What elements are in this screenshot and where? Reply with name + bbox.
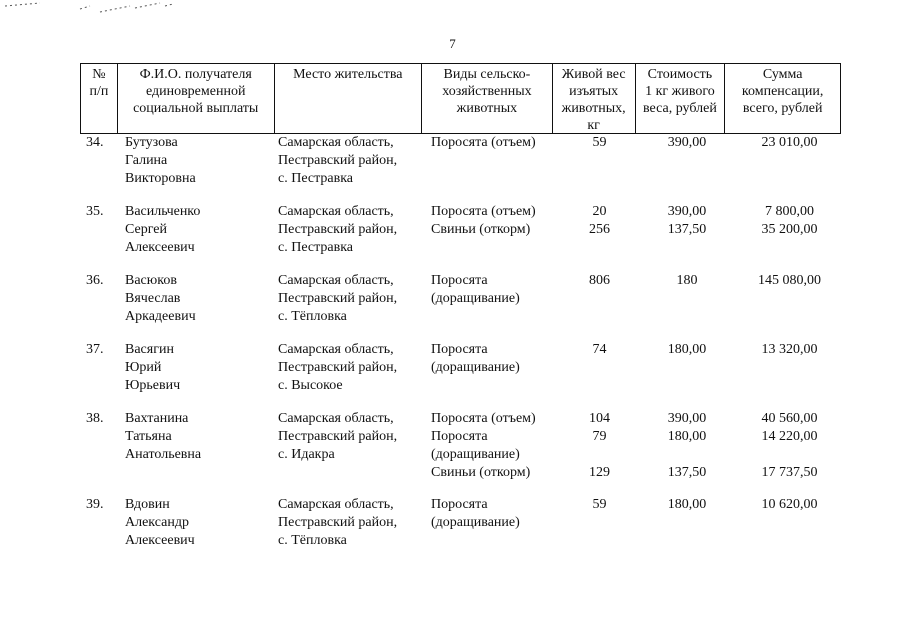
live-weight [558,203,641,239]
recipient-name-line: Бутузова [125,135,178,150]
price-value: 180 [676,273,698,288]
animal-type [431,496,520,532]
residence-line: Самарская область, [278,411,394,426]
row-number-text: 38. [86,411,104,426]
animal-type-line: Поросята [431,429,488,444]
residence-line: с. Пестравка [278,240,354,255]
animal-type-line: Поросята [431,342,488,357]
compensation-sum [732,134,847,152]
spacer [642,290,732,308]
price-value: 137,50 [667,465,707,480]
recipient-name-line: Вячеслав [125,291,181,306]
animal-type [431,134,536,152]
live-weight-value: 74 [592,342,607,357]
animal-type-line: Свиньи (откорм) [431,465,531,480]
row-number [86,341,104,359]
spacer [732,446,847,464]
price-per-kg [642,272,732,308]
residence-line: с. Тёпловка [278,309,347,324]
row-number [86,272,104,290]
price-value: 137,50 [667,222,707,237]
spacer [732,290,847,308]
live-weight [558,341,641,377]
live-weight-value: 806 [589,273,610,288]
price-value: 180,00 [667,497,707,512]
residence [278,496,397,550]
header-price-per-kg: Стоимость 1 кг живого веса, рублей [636,64,726,133]
sum-value: 13 320,00 [761,342,818,357]
scan-noise-mark [0,0,230,18]
residence-line: Пестравский район, [278,291,398,306]
recipient-name [125,134,196,188]
live-weight-value: 20 [592,204,607,219]
recipient-name-line: Татьяна [125,429,172,444]
animal-type [431,272,520,308]
compensation-sum [732,496,847,532]
spacer [642,446,732,464]
residence-line: Самарская область, [278,342,394,357]
recipient-name-line: Алексеевич [125,240,195,255]
animal-type-line: (доращивание) [431,291,520,306]
row-number-text: 35. [86,204,104,219]
price-value: 180,00 [667,429,707,444]
row-number [86,134,104,152]
residence-line: Самарская область, [278,273,394,288]
residence [278,203,397,257]
residence-line: с. Пестравка [278,171,354,186]
row-number-text: 34. [86,135,104,150]
recipient-name [125,410,201,464]
compensation-sum [732,203,847,239]
residence [278,134,397,188]
sum-value: 17 737,50 [761,465,818,480]
animal-type-line: Поросята (отъем) [431,411,536,426]
residence-line: Пестравский район, [278,429,398,444]
recipient-name-line: Юрьевич [125,378,181,393]
residence-line: Самарская область, [278,497,394,512]
residence-line: с. Высокое [278,378,343,393]
price-per-kg [642,203,732,239]
compensation-sum [732,272,847,308]
residence-line: с. Тёпловка [278,533,347,548]
row-number-text: 39. [86,497,104,512]
recipient-name [125,272,196,326]
residence-line: Самарская область, [278,204,394,219]
spacer [732,514,847,532]
spacer [642,359,732,377]
residence-line: Пестравский район, [278,515,398,530]
price-value: 390,00 [667,135,707,150]
recipient-name-line: Алексеевич [125,533,195,548]
spacer [558,290,641,308]
animal-type-line: Поросята [431,497,488,512]
residence-line: Пестравский район, [278,153,398,168]
row-number [86,410,104,428]
animal-type-line: (доращивание) [431,360,520,375]
recipient-name-line: Сергей [125,222,167,237]
header-compensation-total: Сумма компенсации, всего, рублей [741,67,824,116]
recipient-name [125,341,180,395]
price-value: 390,00 [667,411,707,426]
animal-type [431,341,520,377]
sum-value: 14 220,00 [761,429,818,444]
recipient-name-line: Васягин [125,342,174,357]
sum-value: 145 080,00 [758,273,821,288]
row-number-text: 36. [86,273,104,288]
price-per-kg [642,341,732,377]
live-weight-value: 79 [592,429,607,444]
animal-type-line: (доращивание) [431,447,520,462]
recipient-name-line: Вдовин [125,497,170,512]
live-weight-value: 59 [592,497,607,512]
recipient-name-line: Юрий [125,360,162,375]
spacer [558,446,641,464]
residence-line: Пестравский район, [278,222,398,237]
price-per-kg [642,496,732,532]
sum-value: 23 010,00 [761,135,818,150]
table-header [80,63,841,134]
header-animal-type: Виды сельско- хозяйственных животных [422,64,553,133]
animal-type [431,203,536,239]
sum-value: 40 560,00 [761,411,818,426]
animal-type-line: Поросята (отъем) [431,204,536,219]
recipient-name-line: Аркадеевич [125,309,196,324]
sum-value: 7 800,00 [765,204,814,219]
row-number [86,203,104,221]
residence-line: с. Идакра [278,447,335,462]
animal-type-line: Поросята [431,273,488,288]
live-weight [558,496,641,532]
header-live-weight: Живой вес изъятых животных, кг [553,64,636,133]
compensation-sum [732,410,847,482]
sum-value: 10 620,00 [761,497,818,512]
spacer [642,514,732,532]
animal-type-line: Поросята (отъем) [431,135,536,150]
header-number: № п/п [81,64,118,133]
residence-line: Пестравский район, [278,360,398,375]
price-per-kg [642,134,732,152]
recipient-name-line: Викторовна [125,171,196,186]
live-weight [558,410,641,482]
live-weight [558,134,641,152]
page-number: 7 [449,36,456,51]
live-weight-value: 59 [592,135,607,150]
sum-value: 35 200,00 [761,222,818,237]
residence-line: Самарская область, [278,135,394,150]
live-weight-value: 129 [589,465,610,480]
compensation-sum [732,341,847,377]
price-per-kg [642,410,732,482]
residence [278,410,397,464]
live-weight-value: 104 [589,411,610,426]
recipient-name-line: Вахтанина [125,411,189,426]
recipient-name [125,203,200,257]
row-number-text: 37. [86,342,104,357]
spacer [732,359,847,377]
animal-type [431,410,536,482]
live-weight-value: 256 [589,222,610,237]
live-weight [558,272,641,308]
header-residence: Место жительства [275,64,423,133]
recipient-name-line: Галина [125,153,168,168]
spacer [558,514,641,532]
recipient-name-line: Анатольевна [125,447,202,462]
header-recipient-name: Ф.И.О. получателя единовременной социальной выплаты [118,64,275,133]
recipient-name-line: Васюков [125,273,177,288]
animal-type-line: Свиньи (откорм) [431,222,531,237]
price-value: 180,00 [667,342,707,357]
residence [278,341,397,395]
spacer [558,359,641,377]
animal-type-line: (доращивание) [431,515,520,530]
recipient-name [125,496,195,550]
recipient-name-line: Васильченко [125,204,201,219]
residence [278,272,397,326]
row-number [86,496,104,514]
recipient-name-line: Александр [125,515,189,530]
price-value: 390,00 [667,204,707,219]
